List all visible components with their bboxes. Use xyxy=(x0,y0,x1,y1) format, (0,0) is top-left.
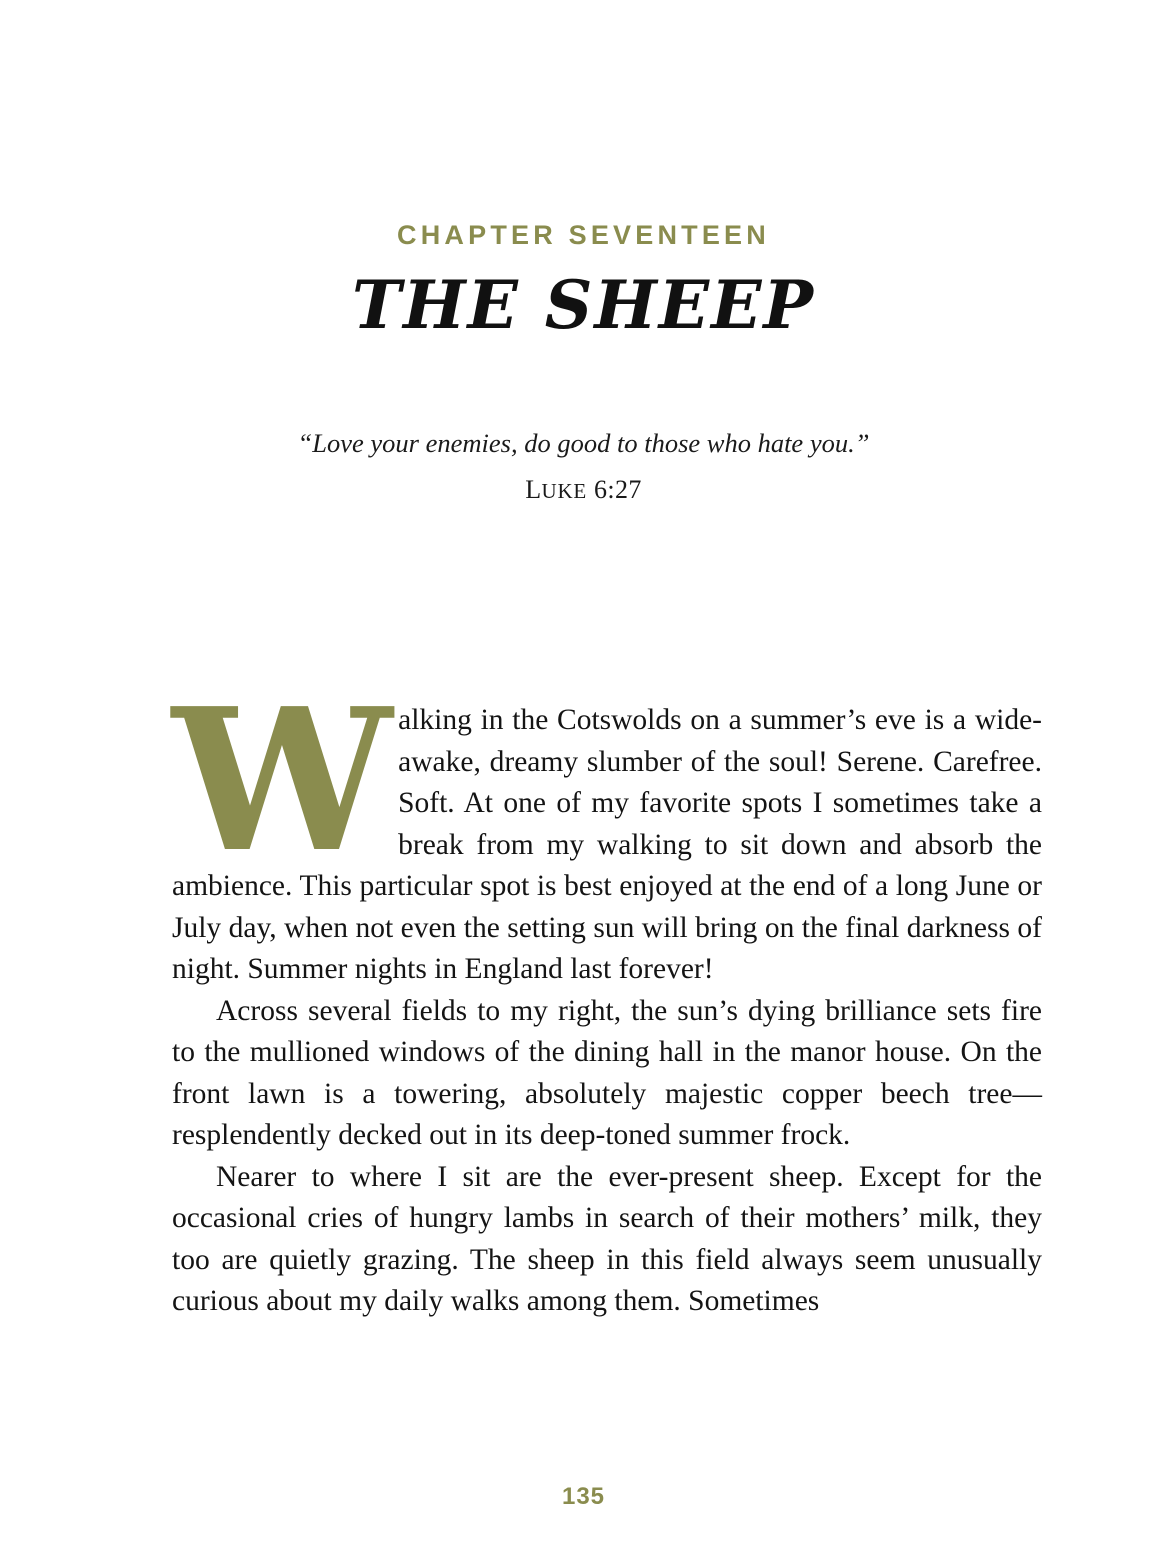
body-text xyxy=(172,666,1042,1323)
chapter-title: THE SHEEP xyxy=(351,266,816,344)
paragraph: Across several fields to my right, the sun’s dying brilliance sets fire to the mullioned windows of the dining hall in the manor house. On the front lawn is a towering, absolutely majestic copper beech tree—resplendently decked out in its deep-toned summer frock. xyxy=(172,994,1042,1151)
paragraph: Nearer to where I sit are the ever-present sheep. Except for the occasional cries of hungry lambs in search of their mothers’ milk, they too are quietly grazing. The sheep in this field always seem unusually curious about my daily walks among them. Sometimes xyxy=(172,1160,1042,1317)
chapter-heading xyxy=(0,0,1167,344)
epigraph-source xyxy=(0,475,1167,505)
epigraph-source-initial: L xyxy=(525,474,542,504)
chapter-number-label: CHAPTER SEVENTEEN xyxy=(397,220,770,250)
paragraph-first-text: alking in the Cotswolds on a summer’s eve is a wide-awake, dreamy slumber of the soul! Serene. Carefree. Soft. At one of my favorite spots I sometimes take a break from my walking to sit down and absorb the ambience. This particular spot is best enjoyed at the end of a long June or July day, when not even the setting sun will bring on the final darkness of night. Summer nights in England last forever! xyxy=(172,704,1042,985)
epigraph-source-reference: 6:27 xyxy=(587,474,642,504)
paragraph-first xyxy=(172,666,1042,991)
epigraph-quote: “Love your enemies, do good to those who hate you.” xyxy=(297,428,870,459)
epigraph xyxy=(0,426,1167,504)
epigraph-source-smallcaps: UKE xyxy=(541,478,588,503)
drop-cap: W xyxy=(172,666,393,896)
page-number: 135 xyxy=(561,1483,606,1510)
